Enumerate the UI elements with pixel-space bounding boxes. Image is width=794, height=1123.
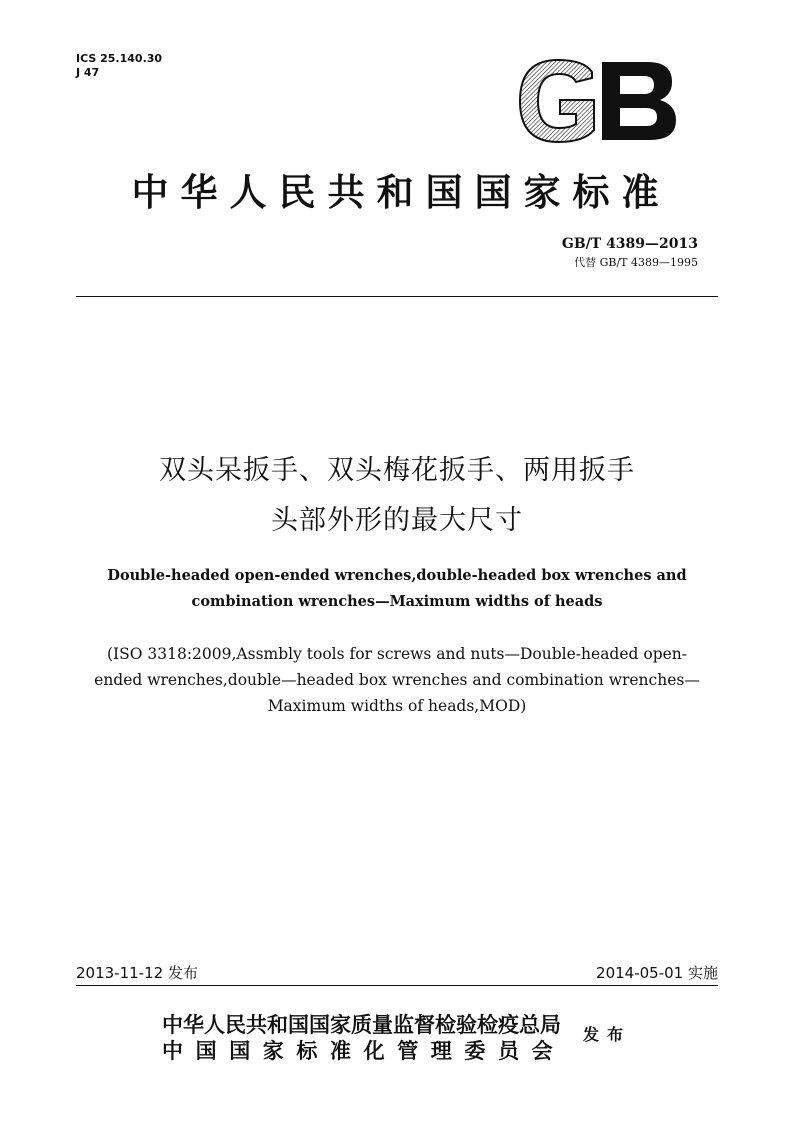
classification-codes [76, 52, 162, 80]
issuer-sac: 中国国家标准化管理委员会 [162, 1038, 566, 1063]
footer-divider [76, 985, 718, 986]
publish-label: 发布 [583, 1025, 632, 1044]
header-divider [76, 296, 718, 297]
en-title-line1: Double-headed open-ended wrenches,double-headed box wrenches and [107, 567, 687, 584]
logo-text: GB [512, 58, 514, 59]
iso-reference-line3: Maximum widths of heads,MOD) [267, 697, 527, 715]
en-title-line2: combination wrenches—Maximum widths of heads [191, 593, 603, 610]
gb-logo [512, 58, 682, 144]
iso-reference-line1: (ISO 3318:2009,Assmbly tools for screws and nuts—Double-headed open- [106, 645, 688, 663]
replaces-standard: 代替 GB/T 4389—1995 [574, 256, 698, 269]
ccs-code: J 47 [76, 66, 100, 79]
issue-date: 2013-11-12 发布 [76, 964, 198, 982]
effective-date: 2014-05-01 实施 [596, 964, 718, 982]
national-standard-title: 中华人民共和国国家标准 [131, 170, 671, 214]
cn-title-line1: 双头呆扳手、双头梅花扳手、两用扳手 [159, 455, 635, 486]
issuer-aqsiq: 中华人民共和国国家质量监督检验检疫总局 [162, 1012, 561, 1037]
ics-code: ICS 25.140.30 [76, 52, 163, 65]
standard-number: GB/T 4389—2013 [561, 236, 698, 252]
cn-title-line2: 头部外形的最大尺寸 [271, 505, 523, 536]
iso-reference-line2: ended wrenches,double—headed box wrenches and combination wrenches— [94, 671, 700, 689]
